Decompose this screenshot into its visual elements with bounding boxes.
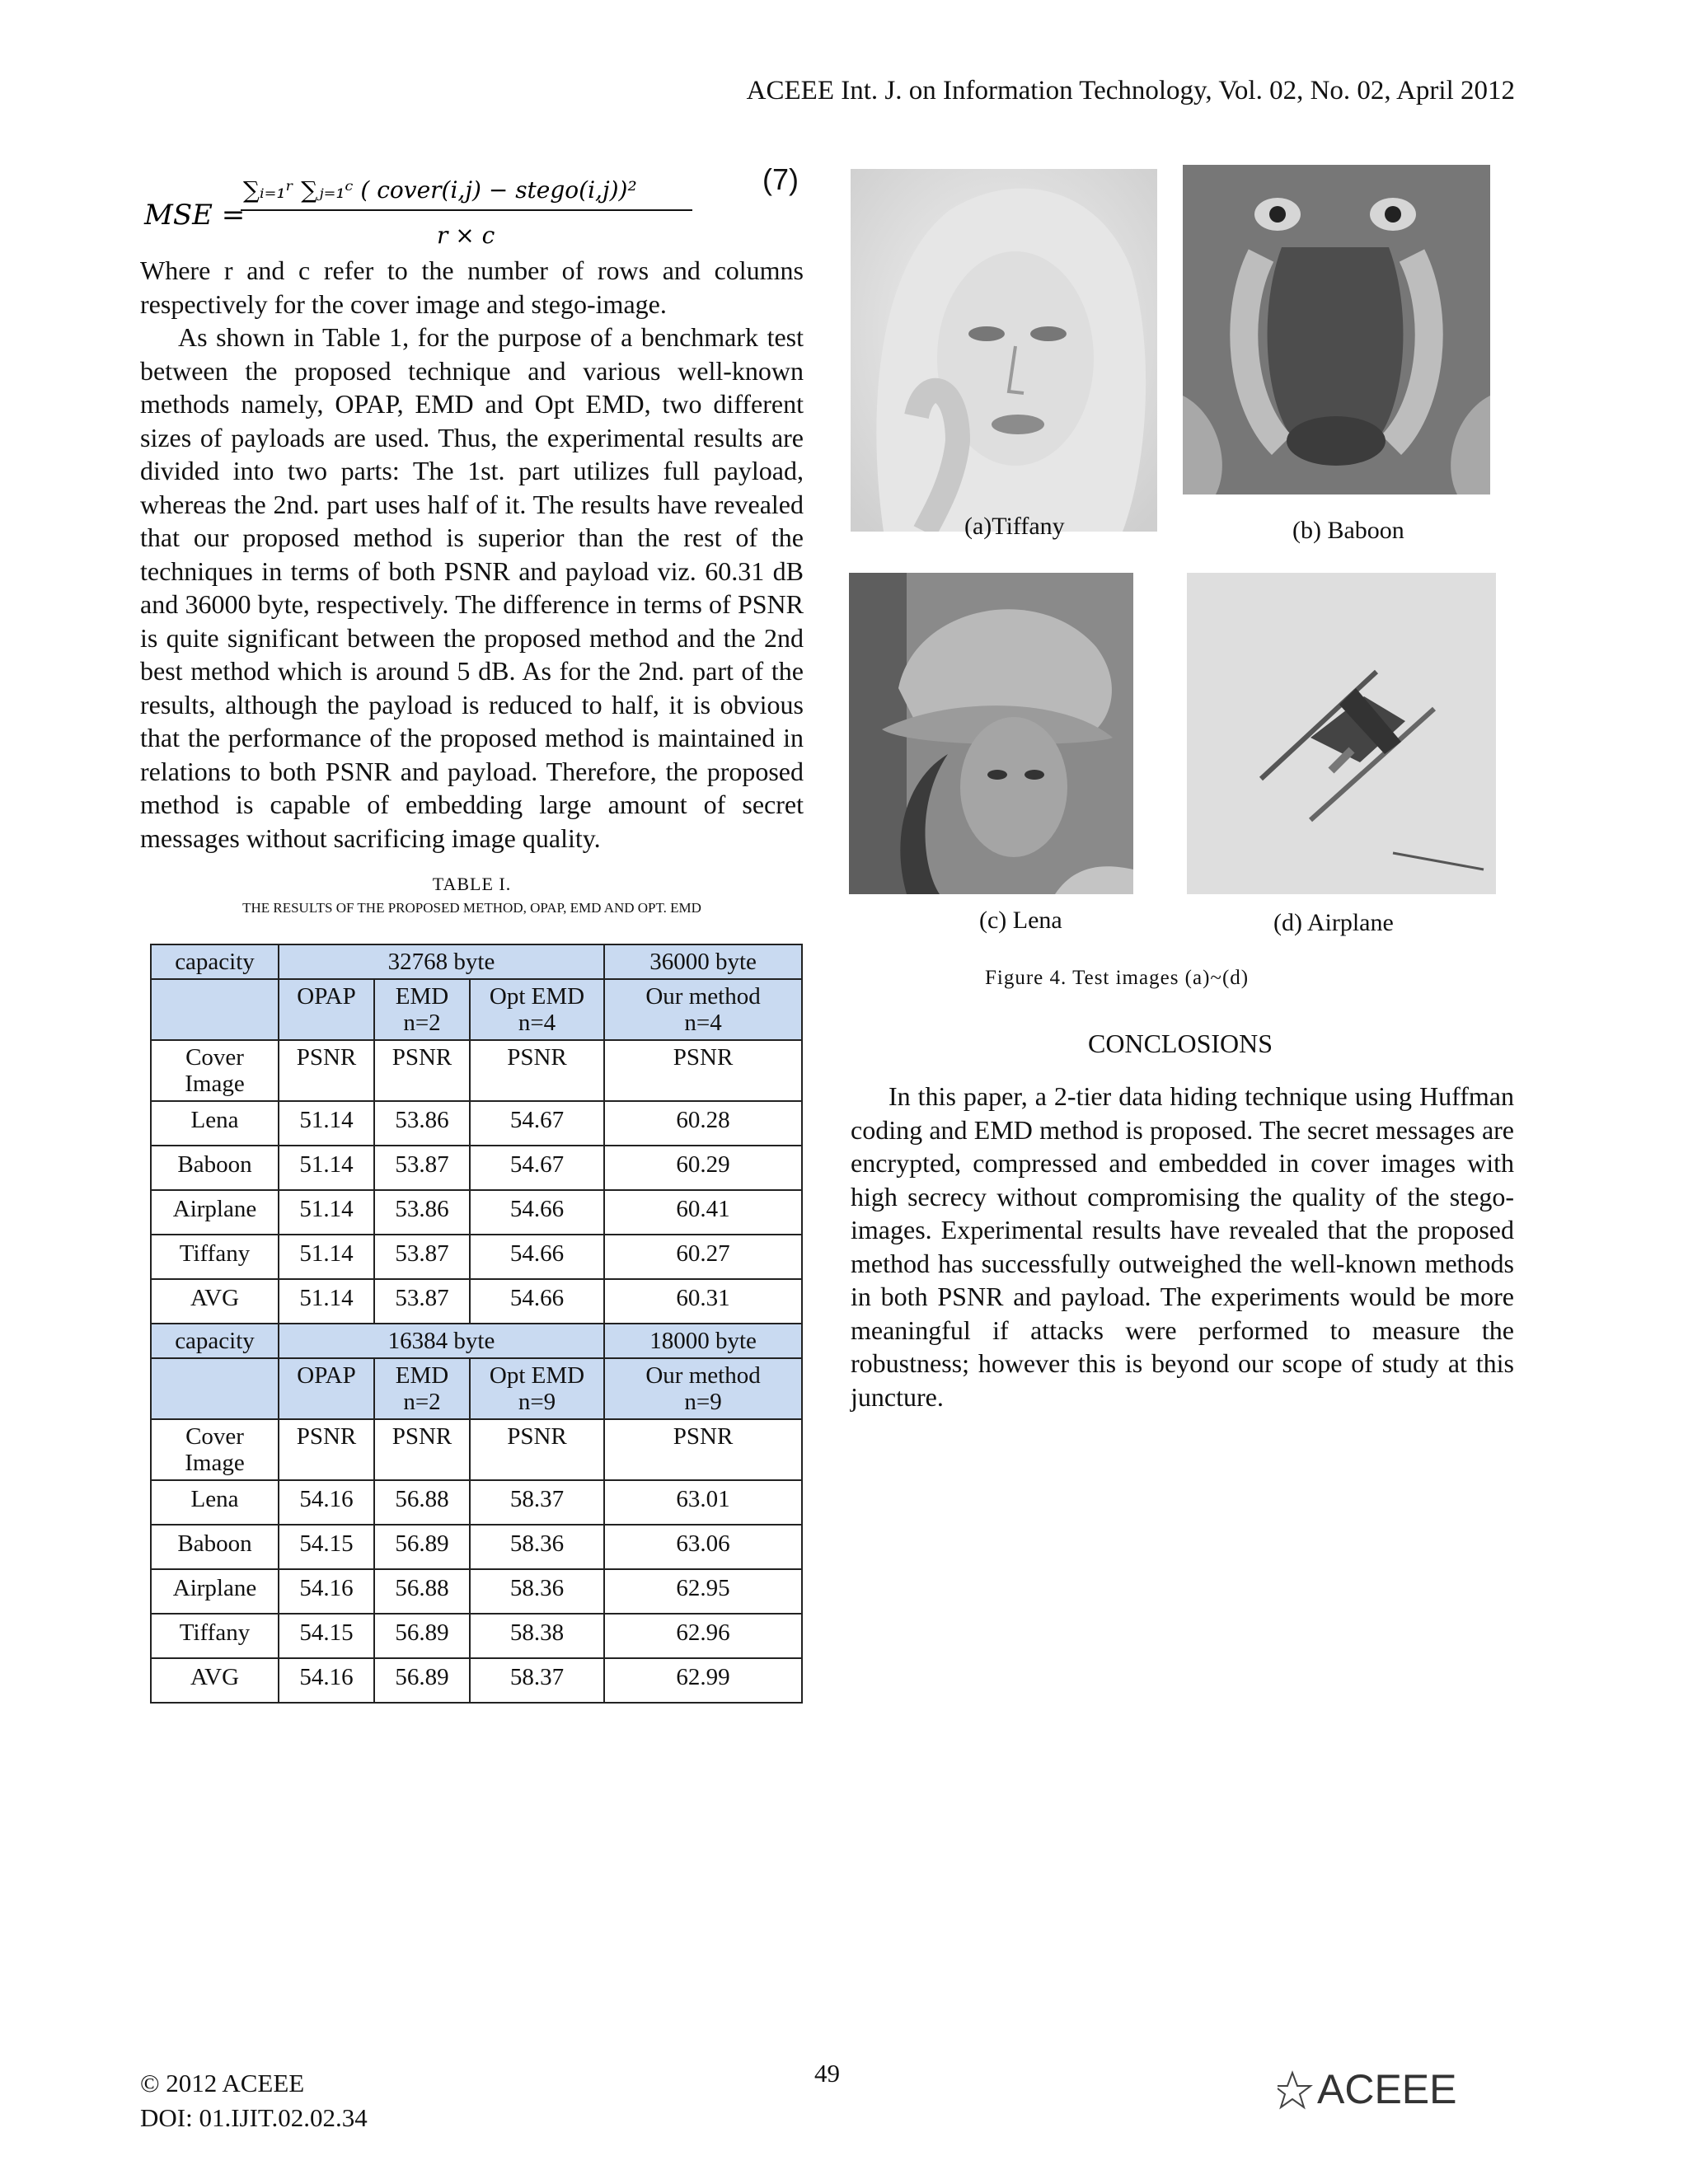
psnr-value: 54.66 [470, 1279, 604, 1324]
method-header: OPAP [279, 1358, 374, 1419]
psnr-value: 58.38 [470, 1614, 604, 1658]
label-airplane: (d) Airplane [1273, 909, 1394, 936]
psnr-value: 58.36 [470, 1525, 604, 1569]
psnr-value: 51.14 [279, 1146, 374, 1190]
psnr-value: 54.15 [279, 1614, 374, 1658]
cover-image-label: Cover Image [151, 1040, 279, 1101]
psnr-value: 56.89 [374, 1658, 470, 1703]
table-row [151, 1614, 802, 1658]
psnr-value: 54.67 [470, 1101, 604, 1146]
methods-row [151, 979, 802, 1040]
psnr-value: 51.14 [279, 1101, 374, 1146]
table-row [151, 1480, 802, 1525]
row-image-name: Baboon [151, 1146, 279, 1190]
row-image-name: Airplane [151, 1569, 279, 1614]
row-image-name: Lena [151, 1480, 279, 1525]
capacity-row [151, 1324, 802, 1358]
psnr-value: 62.95 [604, 1569, 802, 1614]
row-image-name: Tiffany [151, 1235, 279, 1279]
psnr-value: 56.89 [374, 1525, 470, 1569]
results-table [150, 944, 803, 1704]
metric-header: PSNR [279, 1040, 374, 1101]
method-header: OPAP [279, 979, 374, 1040]
footer-copyright: © 2012 ACEEE [140, 2069, 305, 2097]
equation-numerator: ∑ᵢ₌₁ʳ ∑ⱼ₌₁ᶜ ( cover(i,j) − stego(i,j))² [243, 176, 637, 204]
aceee-logo [1278, 2064, 1517, 2114]
metric-header: PSNR [470, 1419, 604, 1480]
cover-image-label: Cover Image [151, 1419, 279, 1480]
metric-header: PSNR [374, 1040, 470, 1101]
logo-text: ACEEE [1317, 2066, 1457, 2112]
table-row [151, 1235, 802, 1279]
psnr-value: 54.15 [279, 1525, 374, 1569]
psnr-value: 58.37 [470, 1480, 604, 1525]
metric-header: PSNR [470, 1040, 604, 1101]
table-row [151, 1101, 802, 1146]
table-label: TABLE I. [432, 874, 512, 894]
table-row [151, 1190, 802, 1235]
mse-equation [140, 161, 799, 251]
capacity-label: capacity [151, 944, 279, 979]
psnr-value: 60.28 [604, 1101, 802, 1146]
lena-image [849, 573, 1133, 894]
psnr-value: 56.89 [374, 1614, 470, 1658]
tiffany-image [851, 169, 1157, 532]
row-image-name: Lena [151, 1101, 279, 1146]
row-image-name: Baboon [151, 1525, 279, 1569]
method-header: Opt EMD n=4 [470, 979, 604, 1040]
capacity-baseline: 32768 byte [279, 944, 604, 979]
row-image-name: AVG [151, 1279, 279, 1324]
capacity-ours: 18000 byte [604, 1324, 802, 1358]
label-tiffany: (a)Tiffany [964, 513, 1065, 540]
paragraph-definitions: Where r and c refer to the number of rows and columns respectively for the cover image and stego-image. [140, 255, 804, 319]
psnr-value: 62.99 [604, 1658, 802, 1703]
paragraph-results: As shown in Table 1, for the purpose of a benchmark test between the proposed technique and various well-known methods namely, OPAP, EMD and Opt EMD, two different sizes of payloads are used. Thus, the experimental results are divided into two parts: The 1st. part utilizes full payload, whereas the 2nd. part uses half of it. The results have revealed that our proposed method is superior than the rest of the techniques in terms of both PSNR and payload viz. 60.31 dB and 36000 byte, respectively. The difference in terms of PSNR is quite significant between the proposed method and the 2nd best method which is around 5 dB. As for the 2nd. part of the results, although the payload is reduced to half, it is obvious that the performance of the proposed method is maintained in relations to both PSNR and payload. Therefore, the proposed method is capable of embedding large amount of secret messages without sacrificing image quality. [140, 322, 804, 853]
psnr-value: 60.27 [604, 1235, 802, 1279]
psnr-value: 62.96 [604, 1614, 802, 1658]
equation-number: (7) [762, 162, 799, 196]
capacity-label: capacity [151, 1324, 279, 1358]
psnr-value: 54.16 [279, 1480, 374, 1525]
metric-header: PSNR [604, 1040, 802, 1101]
psnr-value: 54.16 [279, 1658, 374, 1703]
psnr-value: 58.37 [470, 1658, 604, 1703]
methods-empty-cell [151, 1358, 279, 1419]
table-row [151, 1569, 802, 1614]
baboon-image [1183, 165, 1490, 494]
conclusions-paragraph: In this paper, a 2-tier data hiding technique using Huffman coding and EMD method is proposed. The secret messages are encrypted, compressed and embedded in cover images with high secrecy without compromising the quality of the stego-images. Experimental results have revealed that the proposed method has successfully outweighed the well-known methods in both PSNR and payload. The experiments would be more meaningful if attacks were performed to measure the robustness; however this is beyond our scope of study at this juncture. [851, 1081, 1514, 1412]
psnr-value: 56.88 [374, 1569, 470, 1614]
conclusions-text [851, 1080, 1514, 1413]
psnr-value: 51.14 [279, 1235, 374, 1279]
footer-doi: DOI: 01.IJIT.02.02.34 [140, 2103, 368, 2132]
figure-caption: Figure 4. Test images (a)~(d) [985, 967, 1250, 989]
psnr-value: 53.86 [374, 1101, 470, 1146]
table-row [151, 1146, 802, 1190]
journal-header: ACEEE Int. J. on Information Technology, Vol. 02, No. 02, April 2012 [746, 76, 1515, 105]
label-lena: (c) Lena [979, 907, 1062, 934]
row-image-name: AVG [151, 1658, 279, 1703]
psnr-value: 53.87 [374, 1235, 470, 1279]
page-number: 49 [814, 2059, 840, 2088]
capacity-ours: 36000 byte [604, 944, 802, 979]
psnr-value: 63.06 [604, 1525, 802, 1569]
psnr-value: 54.67 [470, 1146, 604, 1190]
table-row [151, 1658, 802, 1703]
psnr-value: 54.16 [279, 1569, 374, 1614]
psnr-value: 60.29 [604, 1146, 802, 1190]
methods-empty-cell [151, 979, 279, 1040]
method-header: Our method n=4 [604, 979, 802, 1040]
psnr-value: 60.31 [604, 1279, 802, 1324]
metric-header: PSNR [374, 1419, 470, 1480]
psnr-value: 54.66 [470, 1235, 604, 1279]
method-header: Opt EMD n=9 [470, 1358, 604, 1419]
method-header: EMD n=2 [374, 1358, 470, 1419]
metric-header: PSNR [604, 1419, 802, 1480]
psnr-value: 63.01 [604, 1480, 802, 1525]
psnr-value: 51.14 [279, 1279, 374, 1324]
capacity-row [151, 944, 802, 979]
capacity-baseline: 16384 byte [279, 1324, 604, 1358]
psnr-value: 53.86 [374, 1190, 470, 1235]
methods-row [151, 1358, 802, 1419]
method-header: EMD n=2 [374, 979, 470, 1040]
conclusions-heading: CONCLOSIONS [1088, 1029, 1273, 1058]
metric-row [151, 1040, 802, 1101]
psnr-value: 53.87 [374, 1146, 470, 1190]
row-image-name: Tiffany [151, 1614, 279, 1658]
psnr-value: 51.14 [279, 1190, 374, 1235]
label-baboon: (b) Baboon [1292, 517, 1404, 544]
psnr-value: 58.36 [470, 1569, 604, 1614]
equation-lhs: MSE = [144, 199, 246, 232]
method-header: Our method n=9 [604, 1358, 802, 1419]
psnr-value: 54.66 [470, 1190, 604, 1235]
table-row [151, 1279, 802, 1324]
table-caption: THE RESULTS OF THE PROPOSED METHOD, OPAP, EMD AND OPT. EMD [242, 900, 701, 916]
airplane-image [1187, 573, 1496, 894]
psnr-value: 53.87 [374, 1279, 470, 1324]
psnr-value: 56.88 [374, 1480, 470, 1525]
table-row [151, 1525, 802, 1569]
equation-denominator: r × c [437, 222, 495, 249]
row-image-name: Airplane [151, 1190, 279, 1235]
psnr-value: 60.41 [604, 1190, 802, 1235]
left-column-text [140, 254, 804, 855]
metric-header: PSNR [279, 1419, 374, 1480]
metric-row [151, 1419, 802, 1480]
